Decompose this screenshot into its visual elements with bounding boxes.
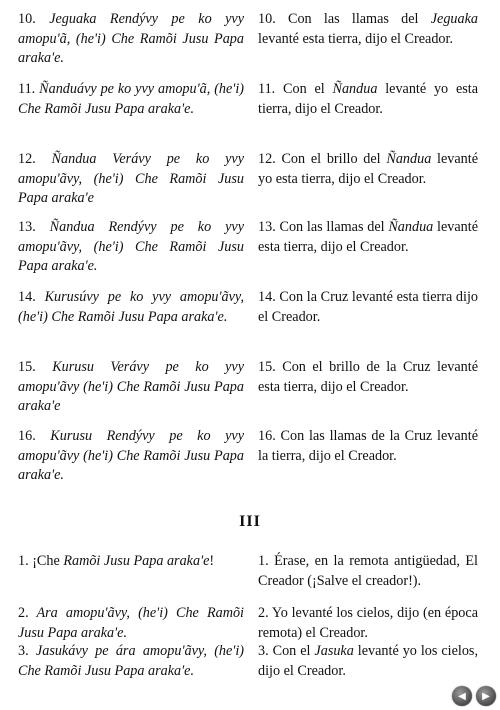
- chevron-left-icon: ◀: [458, 690, 466, 702]
- verse-10-spanish: 10. Con las llamas del Jeguaka levanté esta tierra, dijo el Creador.: [258, 11, 479, 47]
- verse-12-guarani: 12. Ñandua Verávy pe ko yvy amopu'ãvy, (he'i) Che Ramõi Jusu Papa araka'e: [18, 151, 244, 206]
- verse-13-guarani: 13. Ñandua Rendývy pe ko yvy amopu'ãvy, (he'i) Che Ramõi Jusu Papa araka'e.: [18, 219, 244, 274]
- verse-14-guarani: 14. Kurusúvy pe ko yvy amopu'ãvy, (he'i) Che Ramõi Jusu Papa araka'e.: [18, 289, 244, 325]
- verse-16-guarani: 16. Kurusu Rendývy pe ko yvy amopu'ãvy (he'i) Che Ramõi Jusu Papa araka'e.: [18, 428, 244, 483]
- verse-b2-spanish: 2. Yo levanté los cielos, dijo (en época remota) el Creador.: [258, 605, 478, 641]
- verse-15-spanish: 15. Con el brillo de la Cruz levanté esta tierra, dijo el Creador.: [258, 359, 479, 395]
- verse-16-spanish: 16. Con las llamas de la Cruz levanté la tierra, dijo el Creador.: [258, 428, 478, 464]
- verse-10-guarani: 10. Jeguaka Rendývy pe ko yvy amopu'ã, (he'i) Che Ramõi Jusu Papa araka'e.: [18, 11, 245, 66]
- verse-b3-guarani: 3. Jasukávy pe ára amopu'ãvy, (he'i) Che Ramõi Jusu Papa araka'e.: [18, 643, 245, 679]
- verse-b1-guarani: 1. ¡Che Ramõi Jusu Papa araka'e!: [18, 553, 215, 569]
- prev-page-button[interactable]: [452, 686, 472, 706]
- verse-b1-spanish: 1. Érase, en la remota antigüedad, El Creador (¡Salve el creador!).: [258, 553, 478, 589]
- verse-b2-guarani: 2. Ara amopu'ãvy, (he'i) Che Ramõi Jusu Papa araka'e.: [18, 605, 244, 641]
- verse-11-spanish: 11. Con el Ñandua levanté yo esta tierra, dijo el Creador.: [258, 81, 478, 117]
- chevron-right-icon: ▶: [482, 690, 490, 702]
- section-heading: III: [239, 513, 261, 530]
- verse-b3-spanish: 3. Con el Jasuka levanté yo los cielos, dijo el Creador.: [258, 643, 479, 679]
- verse-14-spanish: 14. Con la Cruz levanté esta tierra dijo el Creador.: [258, 289, 478, 325]
- verse-13-spanish: 13. Con las llamas del Ñandua levanté esta tierra, dijo el Creador.: [258, 219, 479, 255]
- verse-12-spanish: 12. Con el brillo del Ñandua levanté yo esta tierra, dijo el Creador.: [258, 151, 478, 187]
- next-page-button[interactable]: [476, 686, 496, 706]
- verse-11-guarani: 11. Ñanduávy pe ko yvy amopu'ã, (he'i) Che Ramõi Jusu Papa araka'e.: [18, 81, 245, 117]
- verse-15-guarani: 15. Kurusu Verávy pe ko yvy amopu'ãvy (he'i) Che Ramõi Jusu Papa araka'e: [18, 359, 245, 414]
